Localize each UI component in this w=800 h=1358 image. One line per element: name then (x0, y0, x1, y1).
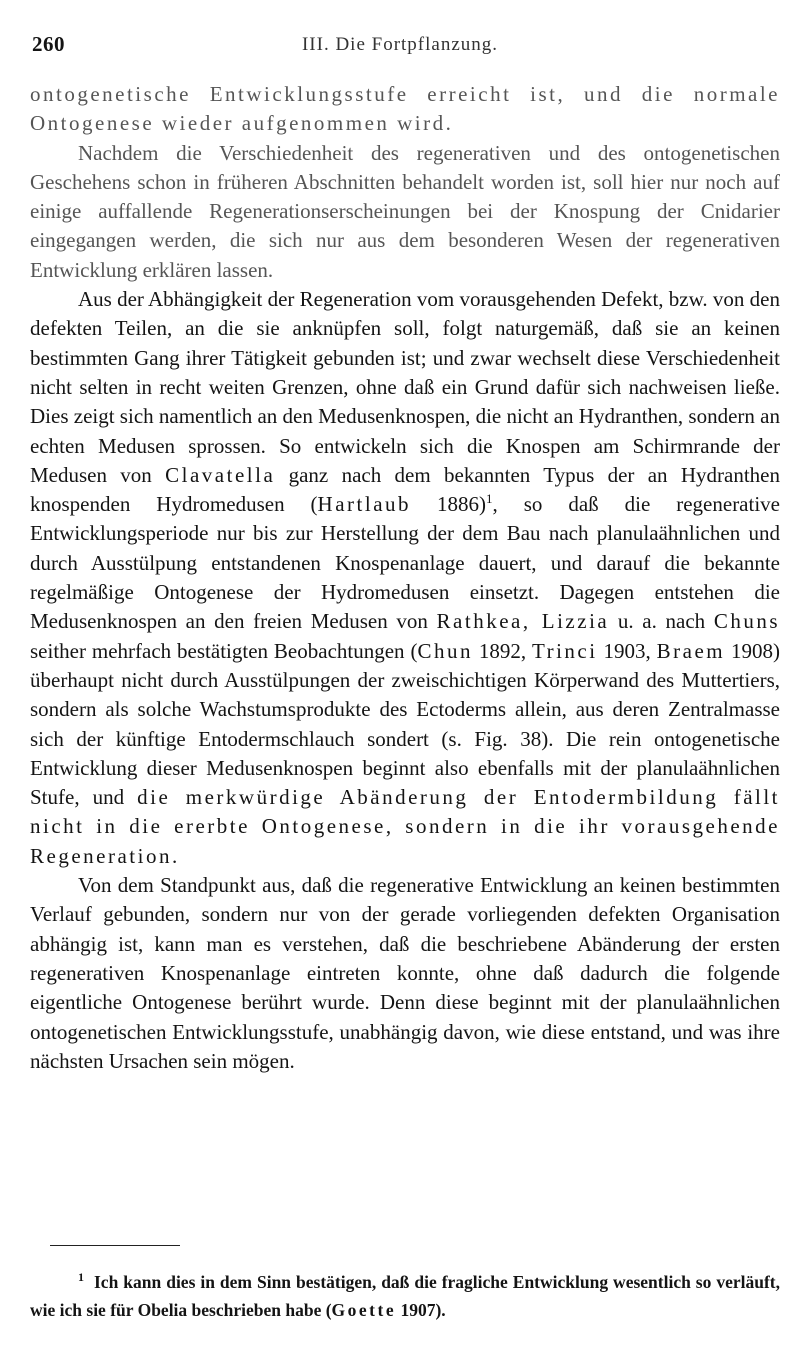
footnote: $^1$ Ich kann dies in dem Sinn bestätigen, daß die fragliche Entwicklung wesentlich so verläuft, wie ich sie für Obelia beschrieben habe (Goette 1907). (30, 1270, 780, 1320)
author-chuns: Chuns (713, 609, 781, 634)
footnote-reference: 1 (486, 491, 493, 507)
author-goette: Goette (331, 1300, 397, 1320)
paragraph-continuation: ontogenetische Entwicklungsstufe erreicht ist, und die normale Ontogenese wieder aufgenommen wird. (30, 82, 780, 136)
body-text (30, 80, 780, 1076)
paragraph-medusa-budding: Aus der Abhängigkeit der Regeneration vom vorausgehenden Defekt, bzw. von den defekten Teilen, an die sie anknüpfen soll, folgt naturgemäß, daß sie an keinen bestimmten Gang ihrer Tätigkeit gebunden ist; und zwar wechselt diese Verschiedenheit nicht selten in recht weiten Grenzen, ohne daß ein Grund dafür sich nachweisen ließe. Dies zeigt sich namentlich an den Medusenknospen, die nicht an Hydranthen, sondern an echten Medusen sprossen. So entwickeln sich die Knospen am Schirmrande der Medusen von Clavatella ganz nach dem bekannten Typus der an Hydranthen knospenden Hydromedusen (Hartlaub 1886)$^1$, so daß die regenerative Entwicklungsperiode nur bis zur Herstellung der dem Bau nach planulaähnlichen und durch Ausstülpung entstandenen Knospenanlage dauert, und darauf die bekannte regelmäßige Ontogenese der Hydromedusen einsetzt. Dagegen entstehen die Medusenknospen an den freien Medusen von Rathkea, Lizzia u. a. nach Chuns seither mehrfach bestätigten Beobachtungen (Chun 1892, Trinci 1903, Braem 1908) überhaupt nicht durch Ausstülpungen der zweischichtigen Körperwand des Muttertiers, sondern als solche Wachstumsprodukte des Ectoderms allein, aus deren Zentralmasse sich der künftige Entodermschlauch sondert (s. Fig. 38). Die rein ontogenetische Entwicklung dieser Medusenknospen beginnt also ebenfalls mit der planulaähnlichen Stufe, und die merkwürdige Abänderung der Entodermbildung fällt nicht in die ererbte Ontogenese, sondern in die ihr vorausgehende Regeneration. (30, 287, 781, 868)
paragraph-regeneration-intro: Nachdem die Verschiedenheit des regenerativen und des ontogenetischen Geschehens schon in früheren Abschnitten behandelt worden ist, soll hier nur noch auf einige auffallende Regenerationserscheinungen bei der Knospung der Cnidarier eingegangen werden, die sich nur aus dem besonderen Wesen der regenerativen Entwicklung erklären lassen. (30, 140, 780, 282)
author-braem: Braem (656, 638, 726, 663)
taxon-rathkea-lizzia: Rathkea, Lizzia (436, 609, 610, 634)
running-title: III. Die Fortpflanzung. (301, 34, 499, 55)
emphasized-conclusion: die merkwürdige Abänderung der Entodermbildung fällt nicht in die ererbte Ontogenese, sondern in die ihr vorausgehende Regeneration. (30, 785, 781, 868)
paragraph-standpoint: Von dem Standpunkt aus, daß die regenerative Entwicklung an keinen bestimmten Verlauf gebunden, sondern nur von der gerade vorliegenden defekten Organisation abhängig ist, kann man es verstehen, daß die beschriebene Abänderung der ersten regenerativen Knospenanlage eintreten konnte, ohne daß dadurch die folgende eigentliche Ontogenese berührt wurde. Denn diese beginnt mit der planulaähnlichen ontogenetischen Entwicklungsstufe, unabhängig davon, wie diese entstand, und was ihre nächsten Ursachen sein mögen. (30, 873, 780, 1073)
taxon-clavatella: Clavatella (165, 462, 276, 487)
page-number: 260 (32, 32, 65, 56)
footnote-divider (50, 1245, 180, 1246)
author-hartlaub: Hartlaub (317, 492, 412, 517)
footnote-marker: 1 (78, 1270, 84, 1285)
author-trinci: Trinci (532, 638, 598, 663)
page-header (30, 22, 770, 62)
author-chun: Chun (417, 638, 473, 663)
